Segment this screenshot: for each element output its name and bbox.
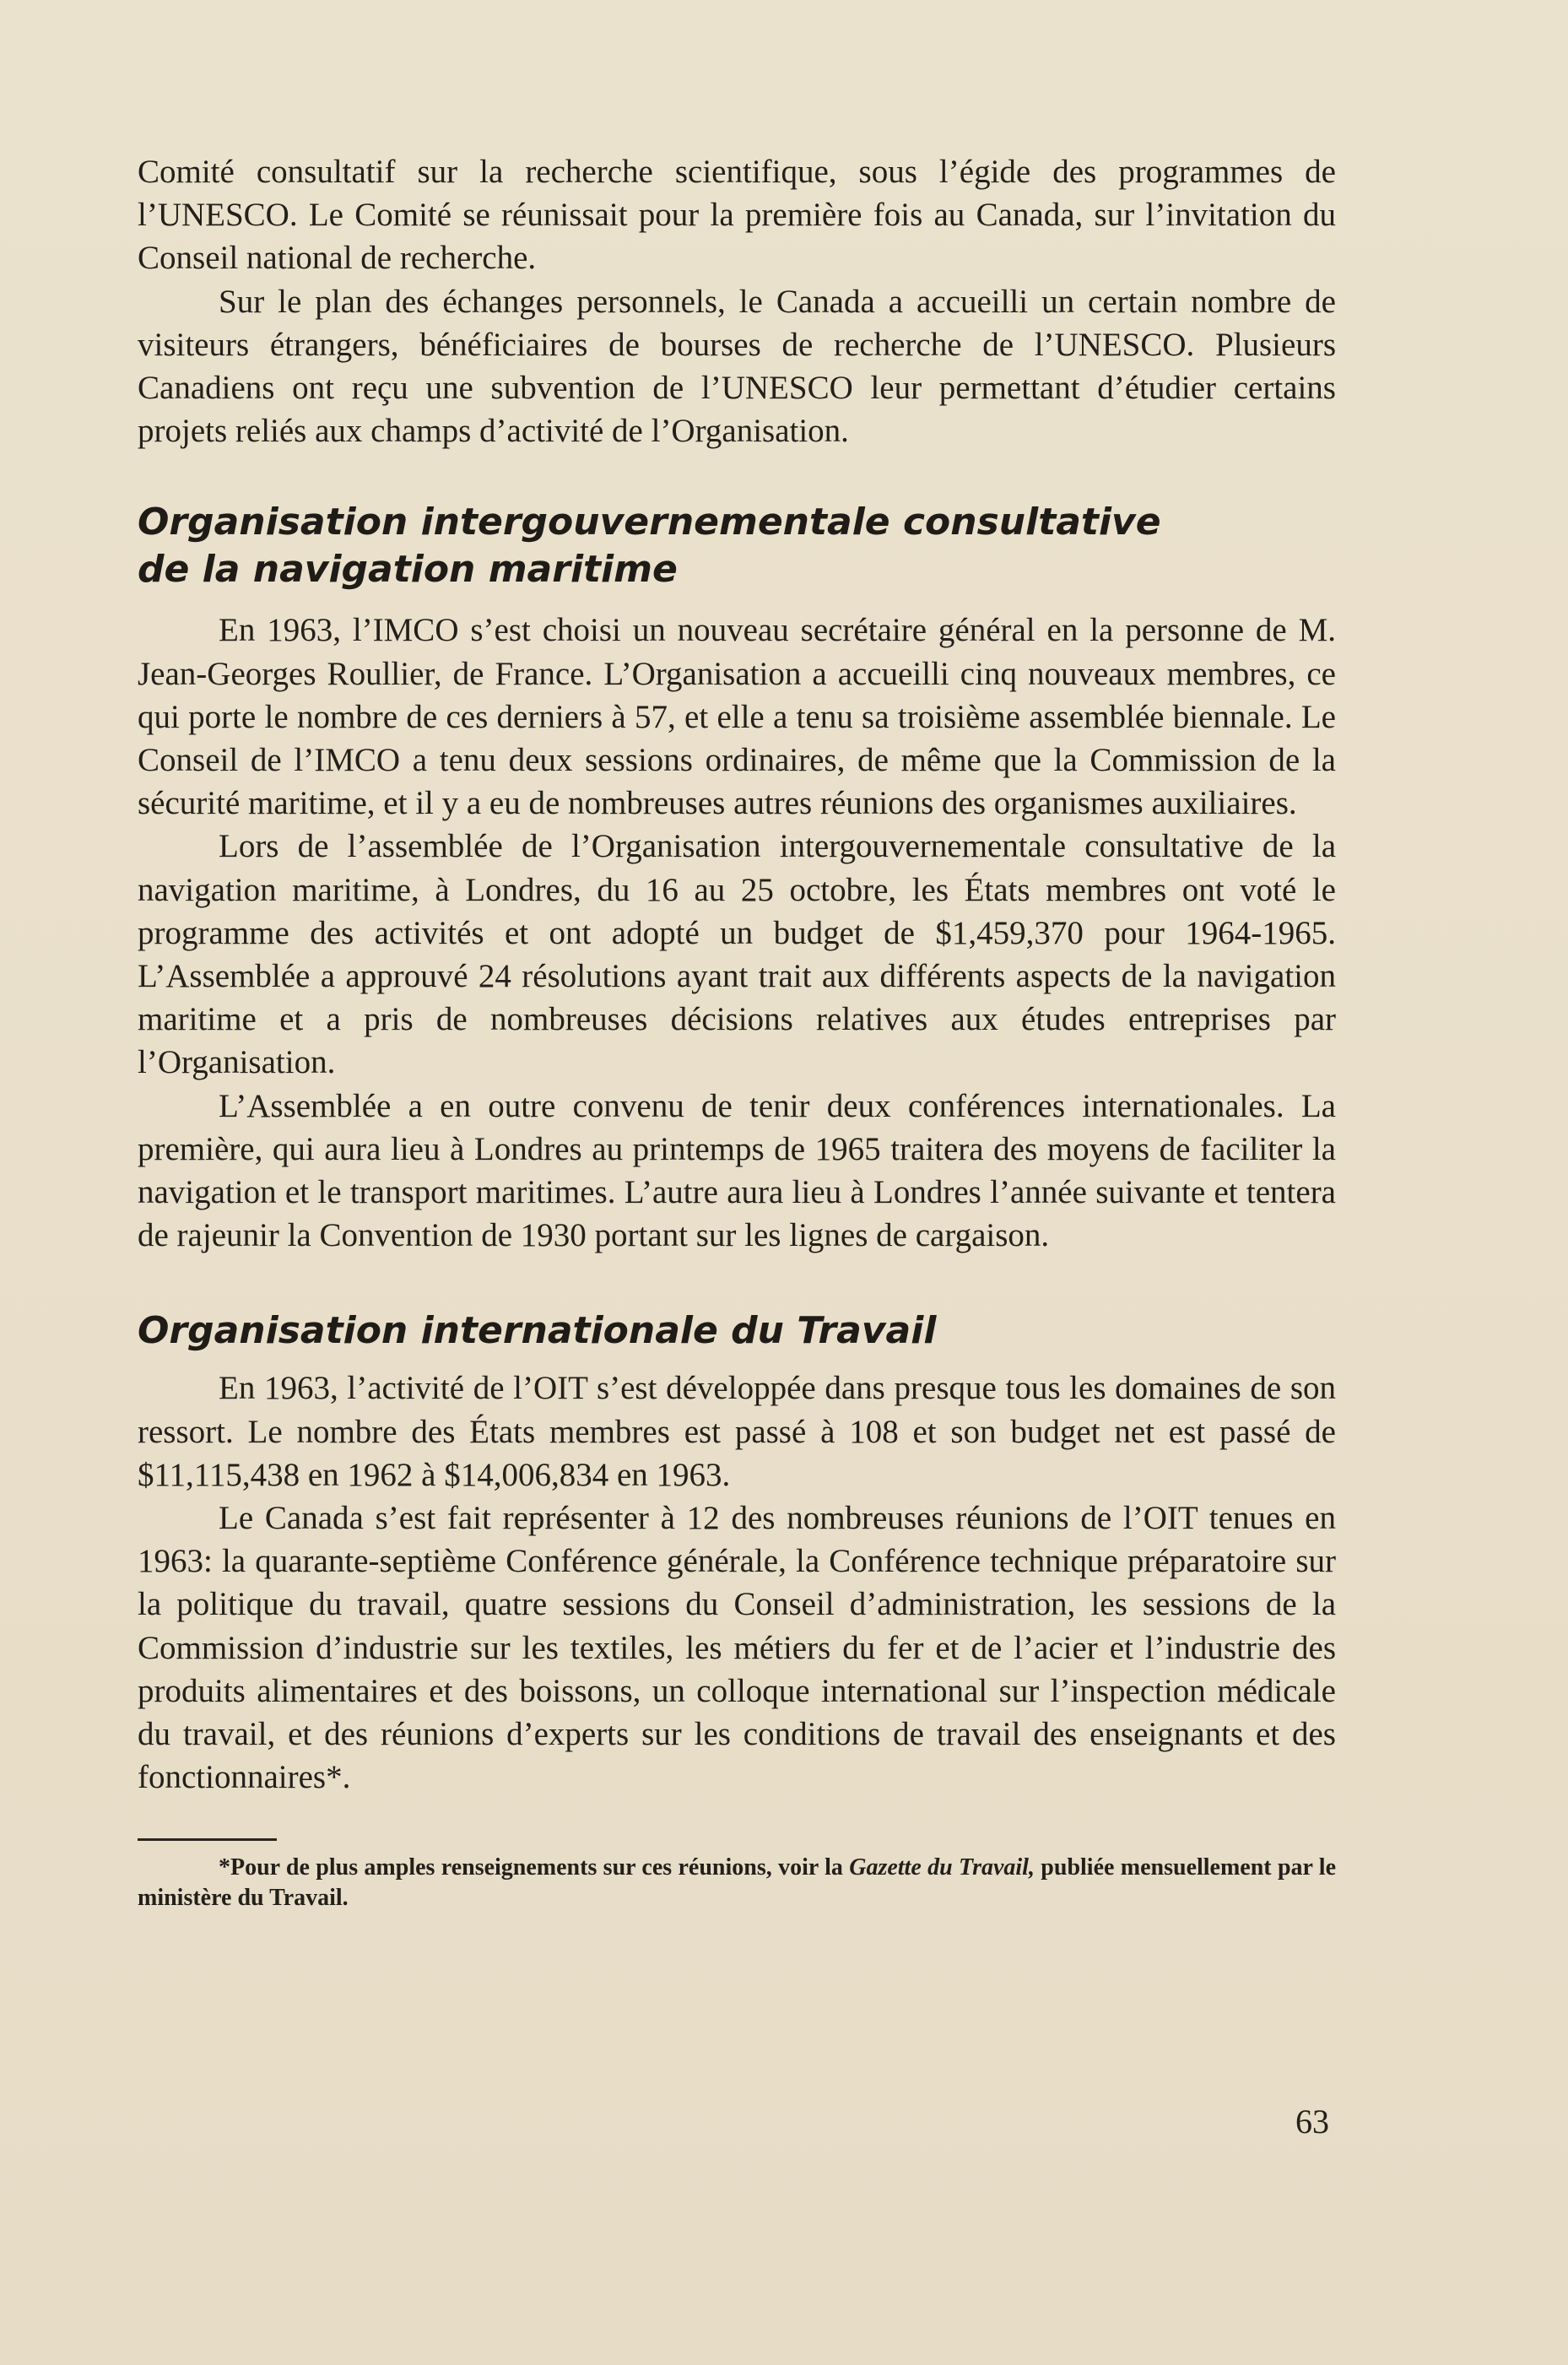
heading-line: Organisation intergouvernementale consultative: [138, 501, 1161, 544]
paragraph: Sur le plan des échanges personnels, le Canada a accueilli un certain nombre de visiteurs étrangers, bénéficiaires de bourses de recherche de l’UNESCO. Plusieurs Canadiens ont reçu une subvention de l’UNESCO leur permettant d’étudier certains projets reliés aux champs d’activité de l’Organisation.: [138, 283, 1336, 450]
paragraph: Le Canada s’est fait représenter à 12 des nombreuses réunions de l’OIT tenues en 1963: la quarante-septième Conférence générale, la Conférence technique préparatoire sur la politique du travail, quatre sessions du Conseil d’administration, les sessions de la Commission d’industrie sur les textiles, les métiers du fer et de l’acier et l’industrie des produits alimentaires et des boissons, un colloque international sur l’inspection médicale du travail, et des réunions d’experts sur les conditions de travail des enseignants et des fonctionnaires*.: [138, 1500, 1336, 1796]
paragraph: En 1963, l’IMCO s’est choisi un nouveau secrétaire général en la personne de M. Jean-Georges Roullier, de France. L’Organisation a accueilli cinq nouveaux membres, ce qui porte le nombre de ces derniers à 57, et elle a tenu sa troisième assemblée biennale. Le Conseil de l’IMCO a tenu deux sessions ordinaires, de même que la Commission de la sécurité maritime, et il y a eu de nombreuses autres réunions des organismes auxiliaires.: [138, 612, 1336, 822]
footnote-publication-title: Gazette du Travail,: [849, 1854, 1035, 1881]
paragraph: Comité consultatif sur la recherche scientifique, sous l’égide des programmes de l’UNESCO. Le Comité se réunissait pour la première fois au Canada, sur l’invitation du Conseil national de recherche.: [138, 154, 1336, 277]
heading-line: Organisation internationale du Travail: [138, 1309, 937, 1353]
footnote-text-after: publiée mensuellement par le ministère du Travail.: [138, 1854, 1337, 1911]
footnote-rule: [138, 1838, 277, 1841]
page-number: 63: [1295, 2103, 1329, 2140]
paragraph: En 1963, l’activité de l’OIT s’est développée dans presque tous les domaines de son ressort. Le nombre des États membres est passé à 108 et son budget net est passé de $11,115,438 en 1962 à $14,006,834 en 1963.: [138, 1370, 1336, 1493]
section-heading-oit: [138, 1307, 1336, 1355]
heading-line: de la navigation maritime: [138, 548, 678, 592]
footnote-text-before: *Pour de plus amples renseignements sur ces réunions, voir la: [219, 1854, 850, 1881]
paragraph: L’Assemblée a en outre convenu de tenir deux conférences internationales. La première, qui aura lieu à Londres au printemps de 1965 traitera des moyens de faciliter la navigation et le transport maritimes. L’autre aura lieu à Londres l’année suivante et tentera de rajeunir la Convention de 1930 portant sur les lignes de cargaison.: [138, 1087, 1336, 1254]
page-text: [138, 150, 1336, 1913]
footnote: [138, 1853, 1336, 1913]
paragraph: Lors de l’assemblée de l’Organisation intergouvernementale consultative de la navigation maritime, à Londres, du 16 au 25 octobre, les États membres ont voté le programme des activités et ont adopté un budget de $1,459,370 pour 1964-1965. L’Assemblée a approuvé 24 résolutions ayant trait aux différents aspects de la navigation maritime et a pris de nombreuses décisions relatives aux études entreprises par l’Organisation.: [138, 828, 1336, 1081]
section-heading-imco: [138, 499, 1336, 593]
